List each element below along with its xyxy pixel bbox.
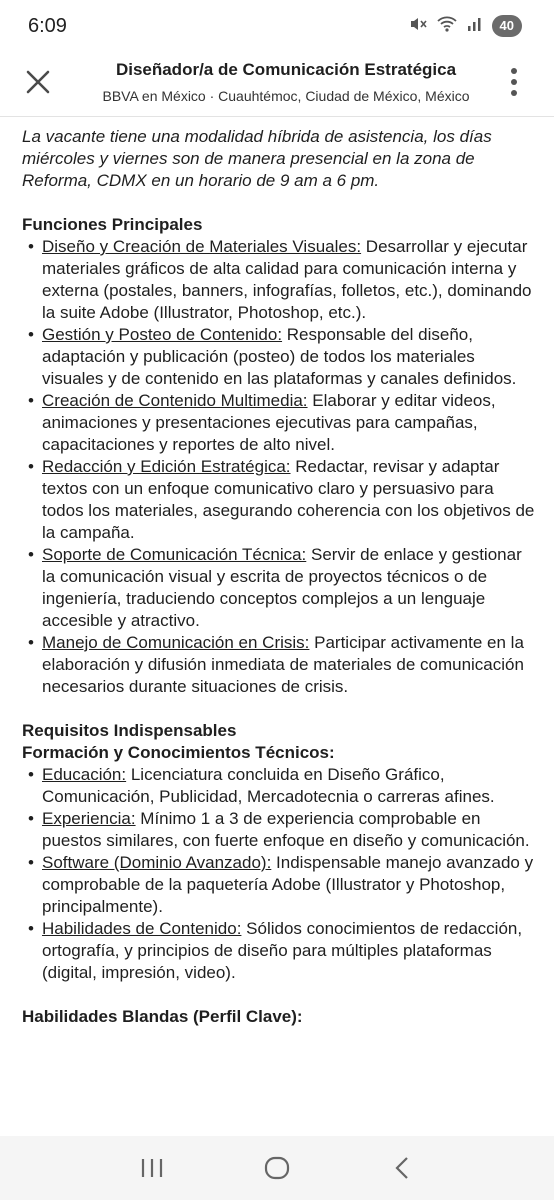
job-subtitle: BBVA en México · Cuauhtémoc, Ciudad de México, México bbox=[102, 88, 470, 104]
section-heading-habilidades: Habilidades Blandas (Perfil Clave): bbox=[22, 1007, 303, 1026]
list-item bbox=[42, 544, 536, 632]
item-text: Mínimo 1 a 3 de experiencia comprobable en puestos similares, con fuerte enfoque en diseño y comunicación. bbox=[42, 809, 530, 850]
home-icon bbox=[264, 1156, 290, 1180]
list-item bbox=[42, 324, 536, 390]
funciones-list bbox=[22, 236, 536, 698]
item-label: Educación: bbox=[42, 765, 127, 784]
back-button[interactable] bbox=[380, 1146, 424, 1190]
list-item bbox=[42, 808, 536, 852]
item-text: Responsable del diseño, adaptación y publicación (posteo) de todos los materiales visuales y de contenido en las plataformas y canales definidos. bbox=[42, 325, 517, 388]
item-label: Software (Dominio Avanzado): bbox=[42, 853, 272, 872]
list-item bbox=[42, 456, 536, 544]
item-label: Soporte de Comunicación Técnica: bbox=[42, 545, 307, 564]
job-title: Diseñador/a de Comunicación Estratégica bbox=[115, 60, 457, 79]
requisitos-list bbox=[22, 764, 536, 984]
item-text: Sólidos conocimientos de redacción, ortografía, y principios de diseño para múltiples plataformas (digital, impresión, video). bbox=[42, 919, 523, 982]
mute-icon bbox=[408, 14, 428, 39]
item-label: Redacción y Edición Estratégica: bbox=[42, 457, 291, 476]
spacer bbox=[22, 698, 536, 720]
list-item bbox=[42, 764, 536, 808]
wifi-icon bbox=[436, 14, 458, 39]
section-heading-funciones: Funciones Principales bbox=[22, 215, 203, 234]
item-text: Redactar, revisar y adaptar textos con un enfoque comunicativo claro y persuasivo para todos los materiales, asegurando coherencia con los objetivos de la campaña. bbox=[42, 457, 535, 542]
section-subheading-formacion: Formación y Conocimientos Técnicos: bbox=[22, 743, 335, 762]
section-heading-requisitos: Requisitos Indispensables bbox=[22, 721, 237, 740]
item-label: Gestión y Posteo de Contenido: bbox=[42, 325, 283, 344]
status-bar bbox=[0, 0, 554, 52]
battery-indicator: 40 bbox=[492, 15, 522, 37]
intro-paragraph: La vacante tiene una modalidad híbrida de asistencia, los días miércoles y viernes son de manera presencial en la zona de Reforma, CDMX en un horario de 9 am a 6 pm. bbox=[22, 127, 492, 190]
item-text: Elaborar y editar videos, animaciones y presentaciones ejecutivas para campañas, capacitaciones y reportes de alto nivel. bbox=[42, 391, 496, 454]
list-item bbox=[42, 918, 536, 984]
item-text: Servir de enlace y gestionar la comunicación visual y escrita de proyectos técnicos o de ingeniería, traduciendo conceptos complejos a un lenguaje accesible y atractivo. bbox=[42, 545, 522, 630]
recent-apps-icon bbox=[140, 1157, 164, 1179]
title-block bbox=[96, 58, 476, 106]
list-item bbox=[42, 632, 536, 698]
status-icons bbox=[408, 14, 522, 39]
list-item bbox=[42, 390, 536, 456]
recent-apps-button[interactable] bbox=[130, 1146, 174, 1190]
item-text: Participar activamente en la elaboración y difusión inmediata de materiales de comunicación necesarios durante situaciones de crisis. bbox=[42, 633, 524, 696]
item-label: Habilidades de Contenido: bbox=[42, 919, 242, 938]
list-item bbox=[42, 852, 536, 918]
job-description[interactable] bbox=[22, 126, 536, 1116]
close-button[interactable] bbox=[20, 64, 56, 100]
home-button[interactable] bbox=[255, 1146, 299, 1190]
back-icon bbox=[393, 1156, 411, 1180]
item-label: Creación de Contenido Multimedia: bbox=[42, 391, 308, 410]
system-navigation-bar bbox=[0, 1136, 554, 1200]
item-text: Indispensable manejo avanzado y comprobable de la paquetería Adobe (Illustrator y Photoshop, principalmente). bbox=[42, 853, 534, 916]
status-time: 6:09 bbox=[28, 14, 67, 37]
item-label: Manejo de Comunicación en Crisis: bbox=[42, 633, 310, 652]
list-item bbox=[42, 236, 536, 324]
more-options-button[interactable] bbox=[502, 62, 526, 102]
item-text: Desarrollar y ejecutar materiales gráficos de alta calidad para comunicación interna y externa (postales, banners, infografías, folletos, etc.), dominando la suite Adobe (Illustrator, Photoshop, etc.). bbox=[42, 237, 532, 322]
item-text: Licenciatura concluida en Diseño Gráfico, Comunicación, Publicidad, Mercadotecnia o carreras afines. bbox=[42, 765, 495, 806]
more-vertical-icon bbox=[510, 67, 518, 97]
signal-icon bbox=[466, 15, 484, 38]
item-label: Experiencia: bbox=[42, 809, 136, 828]
item-label: Diseño y Creación de Materiales Visuales: bbox=[42, 237, 362, 256]
app-bar bbox=[0, 52, 554, 117]
close-icon bbox=[25, 69, 51, 95]
